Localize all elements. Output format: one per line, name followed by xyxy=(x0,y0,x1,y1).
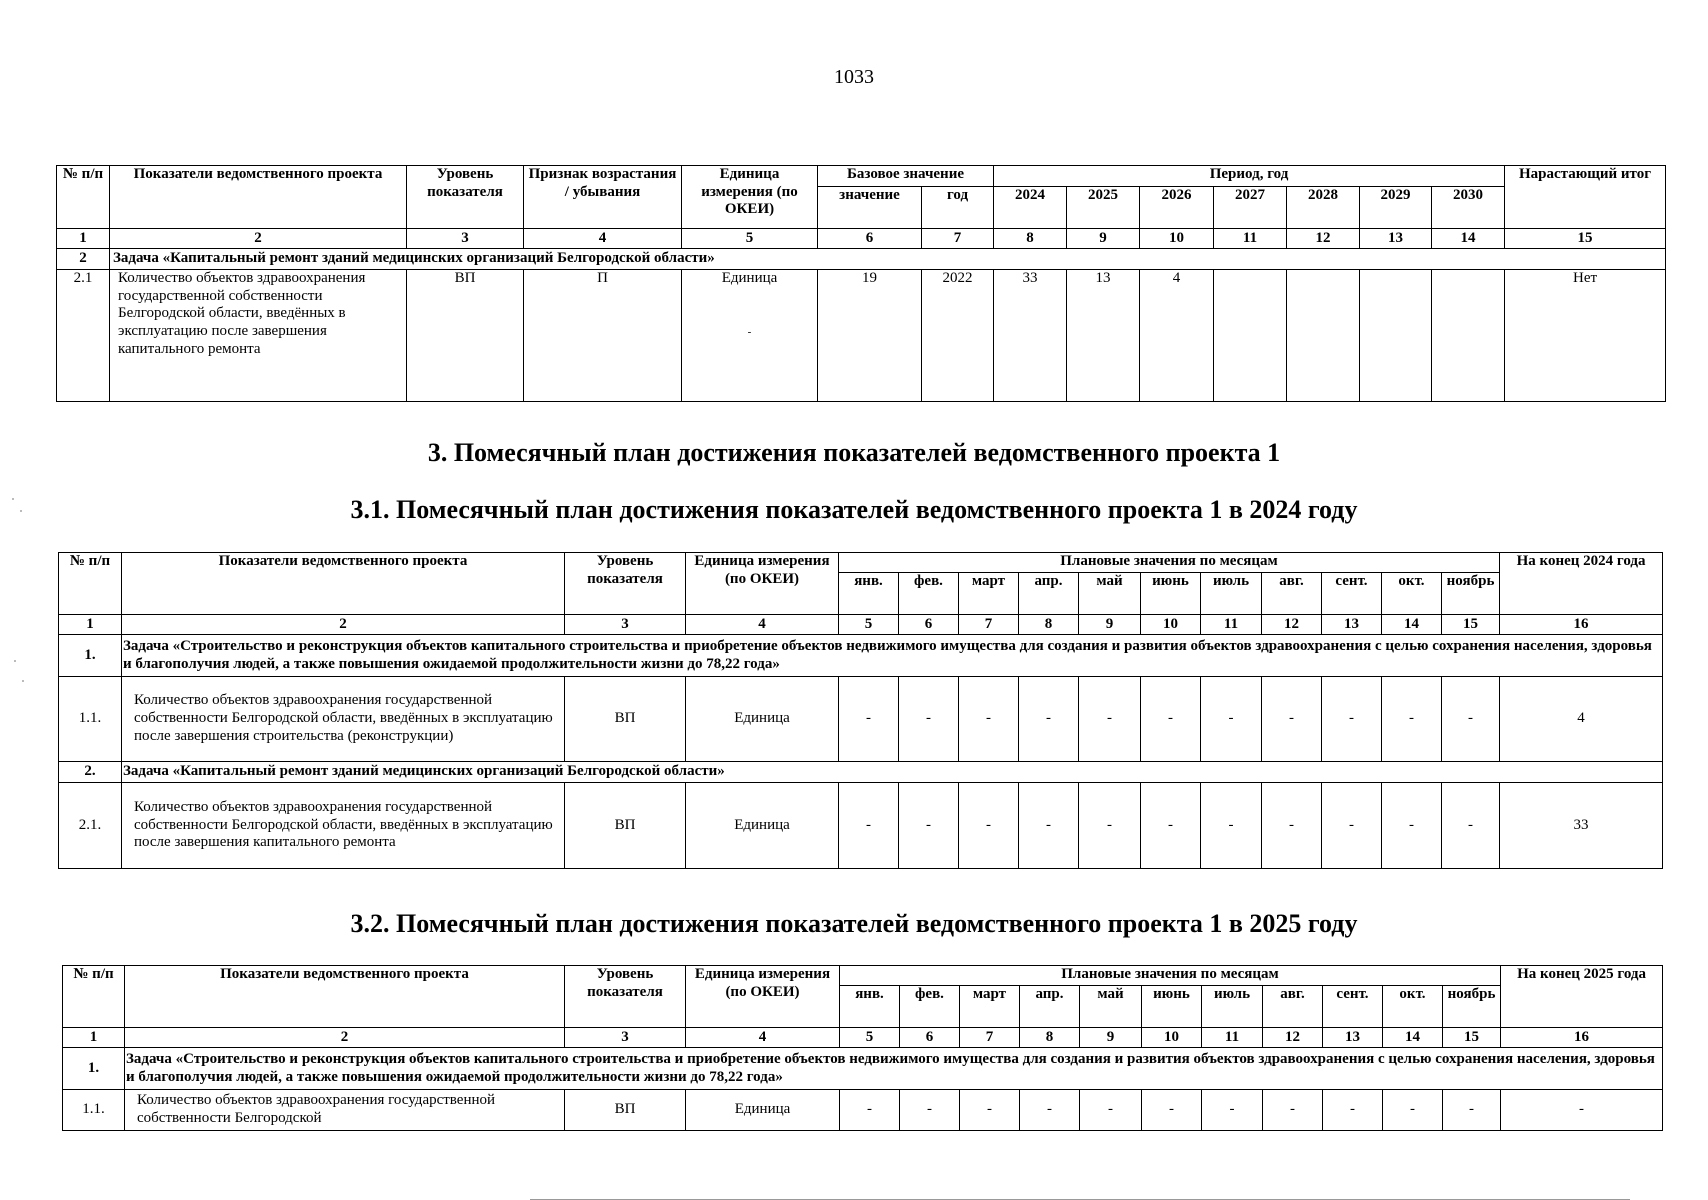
task-num: 1. xyxy=(59,635,122,677)
indicators-table xyxy=(56,165,1666,402)
col-number: 4 xyxy=(524,229,682,249)
header-month: окт. xyxy=(1382,573,1442,615)
task-num: 2. xyxy=(59,762,122,783)
monthly-plan-2024-table xyxy=(58,552,1663,869)
header-unit: Единица измерения (по ОКЕИ) xyxy=(682,166,818,229)
col-number: 4 xyxy=(686,615,839,635)
row-month-value: - xyxy=(1020,1090,1080,1131)
header-planned: Плановые значения по месяцам xyxy=(840,966,1501,986)
col-number: 13 xyxy=(1360,229,1432,249)
header-month: ноябрь xyxy=(1443,986,1501,1028)
header-base-year: год xyxy=(922,187,994,229)
col-number: 5 xyxy=(839,615,899,635)
row-month-value: - xyxy=(1323,1090,1383,1131)
header-month: июль xyxy=(1201,573,1262,615)
col-number: 1 xyxy=(59,615,122,635)
row-month-value: - xyxy=(1202,1090,1263,1131)
row-month-value: - xyxy=(1019,783,1079,869)
row-year-value xyxy=(1214,270,1287,402)
header-month: сент. xyxy=(1323,986,1383,1028)
header-end: На конец 2025 года xyxy=(1501,966,1663,1028)
col-number: 8 xyxy=(994,229,1067,249)
monthly-plan-2025-table xyxy=(62,965,1663,1131)
header-unit: Единица измерения (по ОКЕИ) xyxy=(686,553,839,615)
header-month: май xyxy=(1080,986,1142,1028)
header-end: На конец 2024 года xyxy=(1500,553,1663,615)
row-month-value: - xyxy=(1322,677,1382,762)
task-title: Задача «Капитальный ремонт зданий медицинских организаций Белгородской области» xyxy=(110,249,1666,270)
row-indicator: Количество объектов здравоохранения государственной собственности Белгородской области, введённых в эксплуатацию после завершения строительства (реконструкции) xyxy=(122,677,565,762)
header-month: фев. xyxy=(900,986,960,1028)
row-month-value: - xyxy=(1201,783,1262,869)
task-title: Задача «Капитальный ремонт зданий медицинских организаций Белгородской области» xyxy=(122,762,1663,783)
row-end-value: 33 xyxy=(1500,783,1663,869)
col-number: 2 xyxy=(110,229,407,249)
col-number: 5 xyxy=(840,1028,900,1048)
header-month: ноябрь xyxy=(1442,573,1500,615)
col-number: 3 xyxy=(565,1028,686,1048)
row-month-value: - xyxy=(839,677,899,762)
header-num: № п/п xyxy=(57,166,110,229)
row-unit: Единица - xyxy=(682,270,818,402)
task-num: 2 xyxy=(57,249,110,270)
header-month: янв. xyxy=(839,573,899,615)
page-number: 1033 xyxy=(834,66,874,88)
header-month: авг. xyxy=(1263,986,1323,1028)
header-month: март xyxy=(959,573,1019,615)
col-number: 16 xyxy=(1500,615,1663,635)
col-number: 13 xyxy=(1322,615,1382,635)
row-month-value: - xyxy=(1442,677,1500,762)
row-num: 2.1. xyxy=(59,783,122,869)
col-number: 15 xyxy=(1442,615,1500,635)
header-month: авг. xyxy=(1262,573,1322,615)
row-level: ВП xyxy=(407,270,524,402)
header-base-value: значение xyxy=(818,187,922,229)
header-level: Уровень показателя xyxy=(565,966,686,1028)
col-number: 16 xyxy=(1501,1028,1663,1048)
row-num: 2.1 xyxy=(57,270,110,402)
row-month-value: - xyxy=(1382,783,1442,869)
row-month-value: - xyxy=(1142,1090,1202,1131)
col-number: 8 xyxy=(1020,1028,1080,1048)
col-number: 7 xyxy=(959,615,1019,635)
col-number: 12 xyxy=(1287,229,1360,249)
header-indicator: Показатели ведомственного проекта xyxy=(122,553,565,615)
header-planned: Плановые значения по месяцам xyxy=(839,553,1500,573)
row-month-value: - xyxy=(900,1090,960,1131)
header-month: сент. xyxy=(1322,573,1382,615)
header-period: Период, год xyxy=(994,166,1505,187)
row-month-value: - xyxy=(1201,677,1262,762)
row-cumulative: Нет xyxy=(1505,270,1666,402)
row-level: ВП xyxy=(565,783,686,869)
col-number: 3 xyxy=(565,615,686,635)
row-month-value: - xyxy=(1383,1090,1443,1131)
row-month-value: - xyxy=(1141,677,1201,762)
col-number: 10 xyxy=(1142,1028,1202,1048)
col-number: 6 xyxy=(900,1028,960,1048)
col-number: 14 xyxy=(1432,229,1505,249)
row-month-value: - xyxy=(1442,783,1500,869)
row-year-value: 4 xyxy=(1140,270,1214,402)
row-num: 1.1. xyxy=(63,1090,125,1131)
row-year-value: 33 xyxy=(994,270,1067,402)
header-month: март xyxy=(960,986,1020,1028)
row-month-value: - xyxy=(1263,1090,1323,1131)
col-number: 12 xyxy=(1262,615,1322,635)
header-month: апр. xyxy=(1020,986,1080,1028)
row-month-value: - xyxy=(1262,677,1322,762)
col-number: 8 xyxy=(1019,615,1079,635)
row-month-value: - xyxy=(899,783,959,869)
col-number: 9 xyxy=(1067,229,1140,249)
scan-speck xyxy=(22,680,24,682)
row-level: ВП xyxy=(565,1090,686,1131)
col-number: 11 xyxy=(1214,229,1287,249)
header-year: 2025 xyxy=(1067,187,1140,229)
row-unit: Единица xyxy=(686,783,839,869)
col-number: 12 xyxy=(1263,1028,1323,1048)
header-indicator: Показатели ведомственного проекта xyxy=(125,966,565,1028)
section-3-1-heading: 3.1. Помесячный план достижения показателей ведомственного проекта 1 в 2024 году xyxy=(350,495,1358,524)
row-indicator: Количество объектов здравоохранения государственной собственности Белгородской xyxy=(125,1090,565,1131)
row-month-value: - xyxy=(1262,783,1322,869)
col-number: 2 xyxy=(122,615,565,635)
row-year-value: 13 xyxy=(1067,270,1140,402)
header-month: окт. xyxy=(1383,986,1443,1028)
header-month: апр. xyxy=(1019,573,1079,615)
row-end-value: - xyxy=(1501,1090,1663,1131)
row-month-value: - xyxy=(1141,783,1201,869)
row-month-value: - xyxy=(839,783,899,869)
col-number: 6 xyxy=(818,229,922,249)
row-month-value: - xyxy=(1079,783,1141,869)
header-month: июль xyxy=(1202,986,1263,1028)
col-number: 2 xyxy=(125,1028,565,1048)
row-month-value: - xyxy=(1080,1090,1142,1131)
header-base: Базовое значение xyxy=(818,166,994,187)
row-month-value: - xyxy=(960,1090,1020,1131)
task-num: 1. xyxy=(63,1048,125,1090)
header-year: 2030 xyxy=(1432,187,1505,229)
row-month-value: - xyxy=(1019,677,1079,762)
row-year-value xyxy=(1287,270,1360,402)
row-month-value: - xyxy=(899,677,959,762)
col-number: 1 xyxy=(63,1028,125,1048)
row-month-value: - xyxy=(1443,1090,1501,1131)
row-base-year: 2022 xyxy=(922,270,994,402)
col-number: 4 xyxy=(686,1028,840,1048)
col-number: 10 xyxy=(1140,229,1214,249)
col-number: 7 xyxy=(960,1028,1020,1048)
col-number: 15 xyxy=(1443,1028,1501,1048)
row-month-value: - xyxy=(959,677,1019,762)
row-month-value: - xyxy=(1382,677,1442,762)
row-base-value: 19 xyxy=(818,270,922,402)
header-year: 2024 xyxy=(994,187,1067,229)
col-number: 13 xyxy=(1323,1028,1383,1048)
row-end-value: 4 xyxy=(1500,677,1663,762)
scan-speck xyxy=(20,510,22,512)
row-year-value xyxy=(1432,270,1505,402)
row-month-value: - xyxy=(840,1090,900,1131)
header-unit: Единица измерения (по ОКЕИ) xyxy=(686,966,840,1028)
row-level: ВП xyxy=(565,677,686,762)
scan-speck xyxy=(12,498,14,500)
row-year-value xyxy=(1360,270,1432,402)
col-number: 9 xyxy=(1080,1028,1142,1048)
row-unit: Единица xyxy=(686,677,839,762)
col-number: 3 xyxy=(407,229,524,249)
header-year: 2026 xyxy=(1140,187,1214,229)
row-unit: Единица xyxy=(686,1090,840,1131)
header-month: май xyxy=(1079,573,1141,615)
section-3-2-heading: 3.2. Помесячный план достижения показателей ведомственного проекта 1 в 2025 году xyxy=(350,909,1358,938)
header-month: янв. xyxy=(840,986,900,1028)
header-cumulative: Нарастающий итог xyxy=(1505,166,1666,229)
header-num: № п/п xyxy=(59,553,122,615)
col-number: 11 xyxy=(1202,1028,1263,1048)
task-title: Задача «Строительство и реконструкция объектов капитального строительства и приобретение объектов недвижимого имущества для создания и развития объектов здравоохранения с целью сохранения населения, здоровья и благополучия людей, а также повышения ожидаемой продолжительности жизни до 78,22 года» xyxy=(125,1048,1663,1090)
header-level: Уровень показателя xyxy=(565,553,686,615)
row-month-value: - xyxy=(959,783,1019,869)
header-indicator: Показатели ведомственного проекта xyxy=(110,166,407,229)
header-month: июнь xyxy=(1141,573,1201,615)
header-year: 2027 xyxy=(1214,187,1287,229)
col-number: 5 xyxy=(682,229,818,249)
row-num: 1.1. xyxy=(59,677,122,762)
col-number: 15 xyxy=(1505,229,1666,249)
row-month-value: - xyxy=(1322,783,1382,869)
section-3-heading: 3. Помесячный план достижения показателей ведомственного проекта 1 xyxy=(427,438,1281,467)
row-indicator: Количество объектов здравоохранения государственной собственности Белгородской области, введённых в эксплуатацию после завершения капитального ремонта xyxy=(122,783,565,869)
header-year: 2029 xyxy=(1360,187,1432,229)
col-number: 1 xyxy=(57,229,110,249)
col-number: 10 xyxy=(1141,615,1201,635)
header-level: Уровень показателя xyxy=(407,166,524,229)
col-number: 6 xyxy=(899,615,959,635)
header-month: фев. xyxy=(899,573,959,615)
col-number: 7 xyxy=(922,229,994,249)
row-indicator: Количество объектов здравоохранения государственной собственности Белгородской области, введённых в эксплуатацию после завершения капитального ремонта xyxy=(110,270,407,402)
header-month: июнь xyxy=(1142,986,1202,1028)
header-sign: Признак возрастания / убывания xyxy=(524,166,682,229)
header-num: № п/п xyxy=(63,966,125,1028)
row-sign: П xyxy=(524,270,682,402)
task-title: Задача «Строительство и реконструкция объектов капитального строительства и приобретение объектов недвижимого имущества для создания и развития объектов здравоохранения с целью сохранения населения, здоровья и благополучия людей, а также повышения ожидаемой продолжительности жизни до 78,22 года» xyxy=(122,635,1663,677)
col-number: 14 xyxy=(1382,615,1442,635)
row-month-value: - xyxy=(1079,677,1141,762)
header-year: 2028 xyxy=(1287,187,1360,229)
col-number: 9 xyxy=(1079,615,1141,635)
scan-speck xyxy=(14,660,16,662)
col-number: 11 xyxy=(1201,615,1262,635)
col-number: 14 xyxy=(1383,1028,1443,1048)
